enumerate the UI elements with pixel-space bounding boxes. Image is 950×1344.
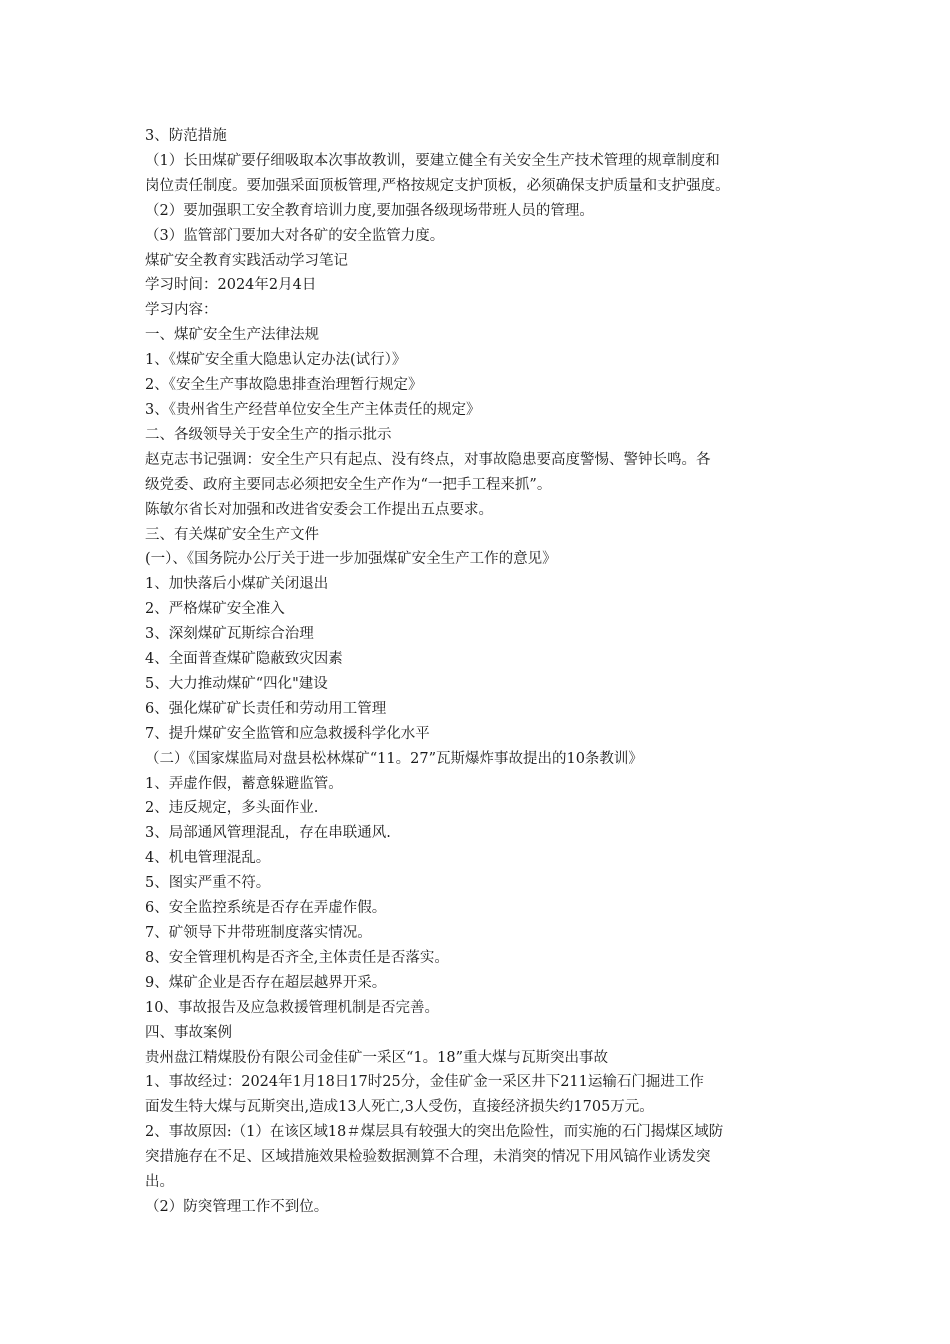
paragraph-line: （2）防突管理工作不到位。 xyxy=(145,1198,329,1215)
list-item: 2、严格煤矿安全准入 xyxy=(145,601,285,618)
list-item: 1、加快落后小煤矿关闭退出 xyxy=(145,576,329,593)
list-item: 1、弄虚作假，蓄意躲避监管。 xyxy=(145,775,343,792)
paragraph-line: （3）监管部门要加大对各矿的安全监管力度。 xyxy=(145,227,445,244)
study-date: 学习时间：2024年2月4日 xyxy=(145,277,317,294)
case-title: 贵州盘江精煤股份有限公司金佳矿一采区“1。18”重大煤与瓦斯突出事故 xyxy=(145,1049,608,1066)
list-item: 7、提升煤矿安全监管和应急救援科学化水平 xyxy=(145,725,430,742)
paragraph-line: 岗位责任制度。要加强采面顶板管理,严格按规定支护顶板，必须确保支护质量和支护强度。 xyxy=(145,177,730,194)
list-item: 4、全面普查煤矿隐蔽致灾因素 xyxy=(145,651,343,668)
paragraph-line: 面发生特大煤与瓦斯突出,造成13人死亡,3人受伤，直接经济损失约1705万元。 xyxy=(145,1099,654,1116)
list-item: 7、矿领导下井带班制度落实情况。 xyxy=(145,925,372,941)
list-item: 6、强化煤矿矿长责任和劳动用工管理 xyxy=(145,700,387,717)
document-body xyxy=(145,124,813,1220)
list-item: 8、安全管理机构是否齐全,主体责任是否落实。 xyxy=(145,949,449,966)
document-title: 煤矿安全教育实践活动学习笔记 xyxy=(145,252,348,269)
paragraph-line: 突措施存在不足、区域措施效果检验数据测算不合理，未消突的情况下用风镐作业诱发突 xyxy=(145,1149,711,1166)
section-heading-case: 四、事故案例 xyxy=(145,1024,232,1041)
paragraph-line: （1）长田煤矿要仔细吸取本次事故教训，要建立健全有关安全生产技术管理的规章制度和 xyxy=(145,152,720,169)
study-content-label: 学习内容： xyxy=(145,302,218,319)
section-heading-instructions: 二、各级领导关于安全生产的指示批示 xyxy=(145,426,392,443)
list-item: 3、局部通风管理混乱，存在串联通风. xyxy=(145,825,391,842)
list-item: 9、煤矿企业是否存在超层越界开采。 xyxy=(145,974,387,991)
paragraph-line: 陈敏尔省长对加强和改进省安委会工作提出五点要求。 xyxy=(145,501,493,518)
section-heading-prevention: 3、防范措施 xyxy=(145,128,227,144)
list-item: 2、《安全生产事故隐患排查治理暂行规定》 xyxy=(145,377,423,394)
list-item: 2、违反规定，多头面作业. xyxy=(145,800,319,817)
paragraph-line: 1、事故经过：2024年1月18日17时25分，金佳矿金一采区井下211运输石门掘进工作 xyxy=(145,1074,704,1091)
list-item: 3、《贵州省生产经营单位安全生产主体责任的规定》 xyxy=(145,401,481,418)
paragraph-line: （2）要加强职工安全教育培训力度,要加强各级现场带班人员的管理。 xyxy=(145,202,594,219)
section-heading-documents: 三、有关煤矿安全生产文件 xyxy=(145,526,319,543)
subsection-heading: （二）《国家煤监局对盘县松林煤矿“11。27”瓦斯爆炸事故提出的10条教训》 xyxy=(145,750,643,767)
list-item: 5、大力推动煤矿“四化"建设 xyxy=(145,675,328,692)
paragraph-line: 赵克志书记强调：安全生产只有起点、没有终点，对事故隐患要高度警惕、警钟长鸣。各 xyxy=(145,451,711,468)
paragraph-line: 出。 xyxy=(145,1174,174,1191)
list-item: 4、机电管理混乱。 xyxy=(145,850,271,867)
paragraph-line: 级党委、政府主要同志必须把安全生产作为“一把手工程来抓”。 xyxy=(145,476,552,493)
subsection-heading: (一）、《国务院办公厅关于进一步加强煤矿安全生产工作的意见》 xyxy=(145,551,557,568)
list-item: 10、事故报告及应急救援管理机制是否完善。 xyxy=(145,999,439,1016)
paragraph-line: 2、事故原因:（1）在该区域18＃煤层具有较强大的突出危险性，而实施的石门揭煤区域防 xyxy=(145,1124,724,1141)
list-item: 6、安全监控系统是否存在弄虚作假。 xyxy=(145,900,387,917)
list-item: 3、深刻煤矿瓦斯综合治理 xyxy=(145,626,314,643)
list-item: 5、图实严重不符。 xyxy=(145,875,271,892)
section-heading-laws: 一、煤矿安全生产法律法规 xyxy=(145,327,319,344)
list-item: 1、《煤矿安全重大隐患认定办法(试行）》 xyxy=(145,352,407,369)
